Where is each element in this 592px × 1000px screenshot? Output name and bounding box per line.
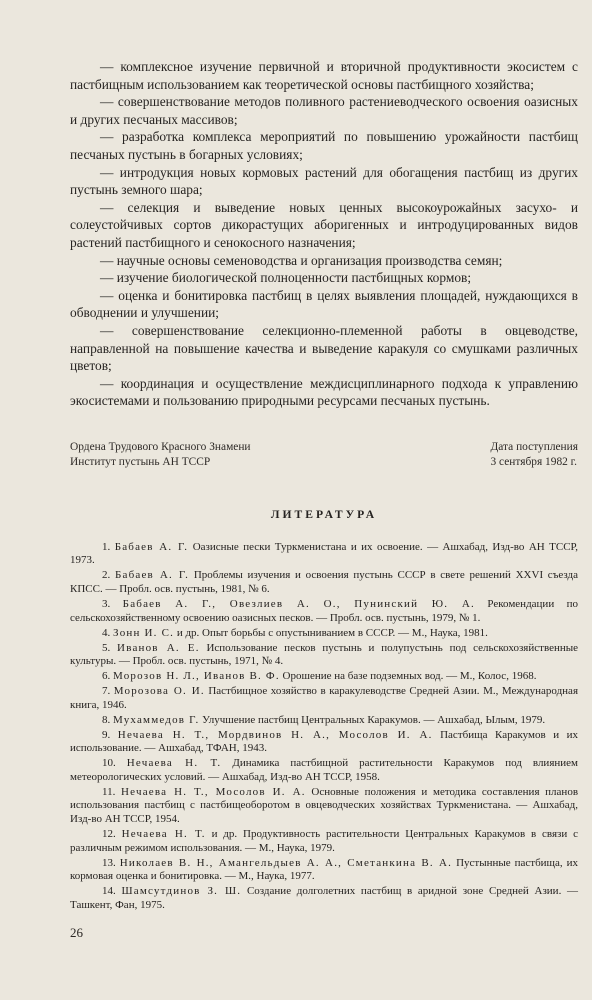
list-item: — изучение биологической полноценности пастбищных кормов; [100,270,472,286]
list-item: — совершенствование методов поливного растениеводческого освоения оазисных и других песчаных массивов; [70,94,578,127]
reference-item [70,857,578,884]
page-number: 26 [70,925,83,940]
reference-item [70,885,578,912]
reference-item [70,714,578,728]
reference-author: Шамсутдинов З. Ш. [121,885,242,898]
list-item: — совершенствование селекционно-племенной работы в овцеводстве, направленной на повышение качества и выведение каракуля со смушками различных цветов; [70,322,578,374]
references-heading: ЛИТЕРАТУРА [270,507,378,521]
reference-number: 8. [102,713,111,726]
reference-author: Нечаева Н. Т., Мосолов И. А. [121,785,306,798]
institution-line-2: Институт пустынь АН ТССР [70,455,211,468]
institution-line-1: Ордена Трудового Красного Знамени [70,440,251,453]
reference-text: Улучшение пастбищ Центральных Каракумов. — Ашхабад, Ылым, 1979. [202,713,546,726]
reference-text: Пустынные пастбища, их кормовая оценка и бонитировка. — М., Наука, 1977. [70,856,579,883]
reference-author: Нечаева Н. Т., Мордвинов Н. А., Мосолов И. А. [117,728,433,741]
reference-item [70,685,578,712]
reference-number: 4. [102,626,111,639]
reference-number: 2. [102,569,111,582]
reference-number: 14. [102,885,116,898]
reference-number: 6. [102,670,111,683]
reference-author: Зонн И. С. [113,626,175,639]
reference-number: 11. [102,785,116,798]
reference-number: 1. [102,540,111,553]
affiliation-block [70,440,578,470]
reference-author: Морозова О. И. [113,685,205,698]
reference-text: Оазисные пески Туркменистана и их освоение. — Ашхабад, Изд-во АН ТССР, 1973. [70,540,579,567]
page-body [70,58,578,914]
reference-author: Иванов А. Е. [117,641,200,654]
reference-number: 7. [102,685,111,698]
list-item: — селекция и выведение новых ценных высокоурожайных засухо- и солеустойчивых сортов дикорастущих аборигенных и интродуцированных видов растений пастбищного и сенокосного назначения; [70,199,578,250]
reference-item [70,569,578,596]
reference-text: и др. Продуктивность растительности Центральных Каракумов в связи с различным режимом использования. — М., Наука, 1979. [70,828,578,854]
received-date [491,440,578,470]
reference-item [70,670,578,684]
reference-number: 13. [102,856,116,869]
reference-item [70,828,578,855]
reference-author: Нечаева Н. Т. [126,757,222,770]
reference-text: Проблемы изучения и освоения пустынь СССР в свете решений XXVI съезда КПСС. — Пробл. осв. пустынь, 1981, № 6. [70,569,579,596]
list-item: — научные основы семеноводства и организация производства семян; [100,252,503,268]
reference-text: Основные положения и методика составления планов использования пастбищ с пастбищеоборотом в овцеводческих хозяйствах Туркменистана. — Ашхабад, Изд-во АН ТССР, 1954. [70,785,579,826]
reference-text: и др. Опыт борьбы с опустыниванием в СССР. — М., Наука, 1981. [176,626,488,639]
reference-item [70,642,578,669]
received-date-label: Дата поступления [490,440,578,453]
reference-item [70,598,578,625]
list-item: — координация и осуществление междисциплинарного подхода к управлению экосистемами и пользованию природными ресурсами песчаных пустынь. [70,375,578,409]
list-item: — оценка и бонитировка пастбищ в целях выявления площадей, нуждающихся в обводнении и улучшении; [70,287,578,321]
reference-text: Создание долголетних пастбищ в аридной зоне Средней Азии. — Ташкент, Фан, 1975. [70,885,579,911]
reference-number: 9. [102,728,111,741]
reference-text: Рекомендации по сельскохозяйственному освоению оазисных песков. — Пробл. осв. пустынь, 1979, № 1. [70,598,579,624]
reference-item [70,541,578,568]
reference-text: Динамика пастбищной растительности Каракумов под влиянием метеорологических условий. — Ашхабад, Изд-во АН ТССР, 1958. [70,757,578,783]
reference-author: Николаев В. Н., Амангельдыев А. А., Сметанкина В. А. [119,856,453,869]
references-list [70,541,578,913]
received-date-value: 3 сентября 1982 г. [490,455,577,468]
list-item: — интродукция новых кормовых растений для обогащения пастбищ из других пустынь земного шара; [70,164,578,198]
reference-text: Орошение на базе подземных вод. — М., Колос, 1968. [282,670,537,683]
reference-item [70,757,578,784]
reference-text: Использование песков пустынь и полупустынь под сельскохозяйственные культуры. — Пробл. осв. пустынь, 1971, № 4. [70,641,578,668]
reference-author: Морозов Н. Л., Иванов В. Ф. [113,670,280,683]
reference-item [70,627,578,641]
reference-text: Пастбища Каракумов и их использование. — Ашхабад, ТФАН, 1943. [70,728,579,755]
list-item: — разработка комплекса мероприятий по повышению урожайности пастбищ песчаных пустынь в богарных условиях; [70,129,578,162]
reference-item [70,786,578,827]
reference-author: Бабаев А. Г. [114,569,190,582]
reference-author: Нечаева Н. Т. [121,828,206,841]
reference-author: Мухаммедов Г. [113,713,200,726]
institution [70,440,251,470]
reference-author: Бабаев А. Г., Овезлиев А. О., Пунинский Ю. А. [122,598,475,611]
reference-author: Бабаев А. Г. [114,540,189,553]
reference-number: 12. [102,828,116,841]
list-item: — комплексное изучение первичной и вторичной продуктивности экосистем с пастбищным использованием как теоретической основы пастбищного хозяйства; [70,59,578,92]
reference-number: 5. [102,641,111,654]
reference-text: Пастбищное хозяйство в каракулеводстве Средней Азии. М., Международная книга, 1946. [70,685,579,711]
reference-item [70,729,578,756]
research-directions-list [70,58,578,410]
reference-number: 10. [102,757,116,770]
reference-number: 3. [102,598,111,611]
